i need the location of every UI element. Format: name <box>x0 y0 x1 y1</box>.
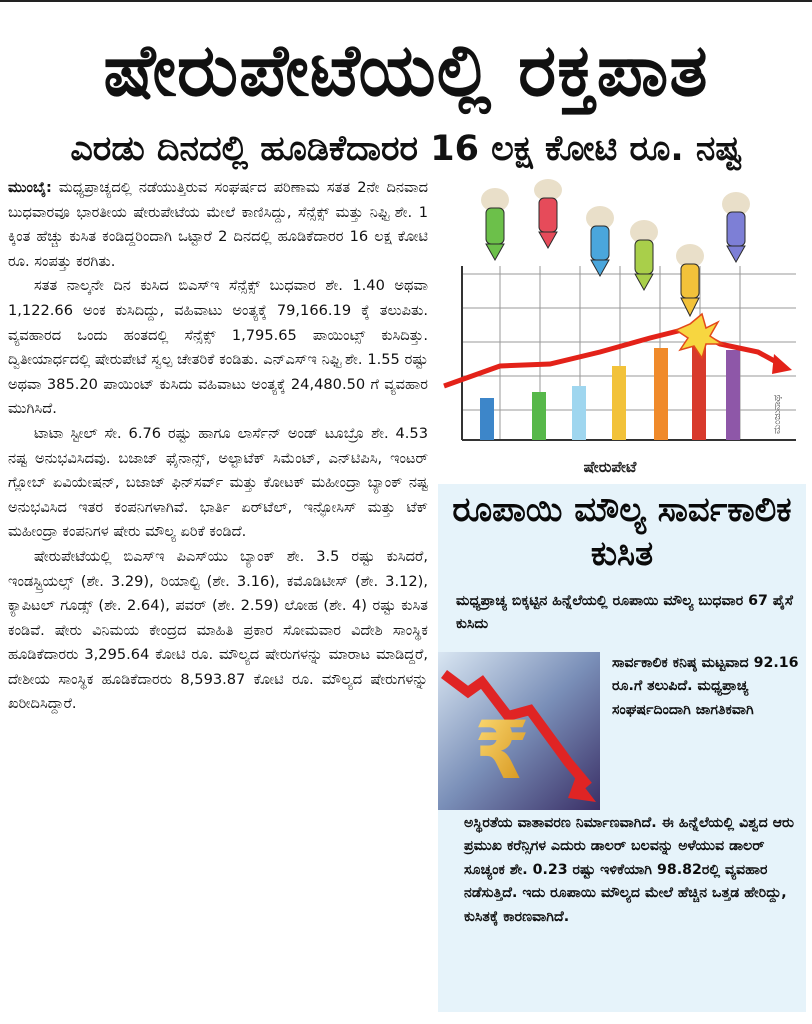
article-paragraph-3: ಟಾಟಾ ಸ್ಟೀಲ್ ಸೇ. 6.76 ರಷ್ಟು ಹಾಗೂ ಲಾರ್ಸೆನ್ ಅಂಡ್ ಟೂಬ್ರೊ ಶೇ. 4.53 ನಷ್ಟ ಅನುಭವಿಸಿದವು. ಬಜಾಜ್ ಫೈನಾನ್ಸ್, ಅಲ್ಟಾಟೆಕ್ ಸಿಮೆಂಟ್, ಎನ್‌ಟಿಪಿಸಿ, ಇಂಟರ್ ಗ್ಲೋಬ್ ಏವಿಯೇಷನ್, ಬಜಾಜ್ ಫಿನ್‌ಸರ್ವ್ ಮತ್ತು ಕೋಟಕ್ ಮಹೀಂದ್ರಾ ಬ್ಯಾಂಕ್ ನಷ್ಟ ಅನುಭವಿಸಿದ ಇತರ ಕಂಪನಿಗಳಾಗಿವೆ. ಭಾರ್ತಿ ಏರ್‌ಟೆಲ್, ಇನ್ಫೋಸಿಸ್ ಮತ್ತು ಟೆಕ್ ಮಹೀಂದ್ರಾ ಕಂಪನಿಗಳ ಷೇರು ಮೌಲ್ಯ ಏರಿಕೆ ಕಂಡಿದೆ. <box>8 424 428 541</box>
rupee-sidebar-box <box>438 484 806 1012</box>
falling-rupee-image <box>438 652 600 810</box>
stock-market-cartoon <box>440 178 806 480</box>
article-paragraph-1: ಮುಂಬೈ: ಮಧ್ಯಪ್ರಾಚ್ಯದಲ್ಲಿ ನಡೆಯುತ್ತಿರುವ ಸಂಘರ್ಷದ ಪರಿಣಾಮ ಸತತ 2ನೇ ದಿನವಾದ ಬುಧವಾರವೂ ಭಾರತೀಯ ಷೇರುಪೇಟೆಯ ಮೇಲೆ ಕಾಣಿಸಿದ್ದು, ಸೆನ್ಸೆಕ್ಸ್ ಮತ್ತು ನಿಫ್ಟಿ ಶೇ. 1 ಕ್ಕಿಂತ ಹೆಚ್ಚು ಕುಸಿತ ಕಂಡಿದ್ದರಿಂದಾಗಿ ಒಟ್ಟಾರೆ 2 ದಿನದಲ್ಲಿ ಹೂಡಿಕೆದಾರರ 16 ಲಕ್ಷ ಕೋಟಿ ರೂ. ಸಂಪತ್ತು ಕರಗಿತು. <box>8 179 428 270</box>
sidebar-title: ರೂಪಾಯಿ ಮೌಲ್ಯ ಸಾರ್ವಕಾಲಿಕ ಕುಸಿತ <box>452 490 792 574</box>
sidebar-rest-text: ಅಸ್ಥಿರತೆಯ ವಾತಾವರಣ ನಿರ್ಮಾಣವಾಗಿದೆ. ಈ ಹಿನ್ನೆಲೆಯಲ್ಲಿ ವಿಶ್ವದ ಆರು ಪ್ರಮುಖ ಕರೆನ್ಸಿಗಳ ಎದುರು ಡಾಲರ್ ಬಲವನ್ನು ಅಳೆಯುವ ಡಾಲರ್ ಸೂಚ್ಯಂಕ ಶೇ. 0.23 ರಷ್ಟು ಇಳಿಕೆಯಾಗಿ 98.82ರಲ್ಲಿ ವ್ಯವಹಾರ ನಡೆಸುತ್ತಿದೆ. ಇದು ರೂಪಾಯಿ ಮೌಲ್ಯದ ಮೇಲೆ ಹೆಚ್ಚಿನ ಒತ್ತಡ ಹೇರಿದ್ದು, ಕುಸಿತಕ್ಕೆ ಕಾರಣವಾಗಿದೆ. <box>464 815 795 925</box>
cartoon-label: ಷೇರುಪೇಟೆ <box>583 458 637 476</box>
top-rule <box>0 0 812 16</box>
dateline: ಮುಂಬೈ: <box>8 179 52 196</box>
rupee-symbol: ₹ <box>474 704 530 797</box>
article-paragraph-2: ಸತತ ನಾಲ್ಕನೇ ದಿನ ಕುಸಿದ ಬಿಎಸ್‌ಇ ಸೆನ್ಸೆಕ್ಸ್ ಬುಧವಾರ ಶೇ. 1.40 ಅಥವಾ 1,122.66 ಅಂಕ ಕುಸಿದಿದ್ದು, ವಹಿವಾಟು ಅಂತ್ಯಕ್ಕೆ 79,166.19 ಕ್ಕೆ ತಲುಪಿತು. ವ್ಯವಹಾರದ ಒಂದು ಹಂತದಲ್ಲಿ ಸೆನ್ಸೆಕ್ಸ್ 1,795.65 ಪಾಯಿಂಟ್ಸ್ ಕುಸಿದಿತ್ತು. ದ್ವಿತೀಯಾರ್ಧದಲ್ಲಿ ಷೇರುಪೇಟೆ ಸ್ವಲ್ಪ ಚೇತರಿಕೆ ಕಂಡಿತು. ಎನ್‌ಎಸ್‌ಇ ನಿಫ್ಟಿ ಶೇ. 1.55 ರಷ್ಟು ಅಥವಾ 385.20 ಪಾಯಿಂಟ್ ಕುಸಿದು ವಹಿವಾಟು ಅಂತ್ಯಕ್ಕೆ 24,480.50 ಗೆ ವ್ಯವಹಾರ ಮುಗಿಸಿದೆ. <box>8 277 428 418</box>
sidebar-intro: ಮಧ್ಯಪ್ರಾಚ್ಯ ಬಿಕ್ಕಟ್ಟಿನ ಹಿನ್ನೆಲೆಯಲ್ಲಿ ರೂಪಾಯಿ ಮೌಲ್ಯ ಬುಧವಾರ 67 ಪೈಸೆ ಕುಸಿದು <box>456 593 793 633</box>
article-paragraph-4: ಷೇರುಪೇಟೆಯಲ್ಲಿ ಬಿಎಸ್‌ಇ ಪಿಎಸ್‌ಯು ಬ್ಯಾಂಕ್ ಶೇ. 3.5 ರಷ್ಟು ಕುಸಿದರೆ, ಇಂಡಸ್ಟ್ರಿಯಲ್ಸ್ (ಶೇ. 3.29), ರಿಯಾಲ್ಟಿ (ಶೇ. 3.16), ಕಮೊಡಿಟೀಸ್ (ಶೇ. 3.12), ಕ್ಯಾಪಿಟಲ್ ಗೂಡ್ಸ್ (ಶೇ. 2.64), ಪವರ್ (ಶೇ. 2.59) ಲೋಹ (ಶೇ. 4) ರಷ್ಟು ಕುಸಿತ ಕಂಡಿವೆ. ಷೇರು ವಿನಿಮಯ ಕೇಂದ್ರದ ಮಾಹಿತಿ ಪ್ರಕಾರ ಸೋಮವಾರ ವಿದೇಶಿ ಸಾಂಸ್ಥಿಕ ಹೂಡಿಕೆದಾರರು 3,295.64 ಕೋಟಿ ರೂ. ಮೌಲ್ಯದ ಷೇರುಗಳನ್ನು ಮಾರಾಟ ಮಾಡಿದ್ದರೆ, ದೇಶೀಯ ಸಾಂಸ್ಥಿಕ ಹೂಡಿಕೆದಾರರು 8,593.87 ಕೋಟಿ ರೂ. ಮೌಲ್ಯದ ಷೇರುಗಳನ್ನು ಖರೀದಿಸಿದ್ದಾರೆ. <box>8 547 428 713</box>
article-body <box>8 176 428 1024</box>
sidebar-wrap-text: ಸಾರ್ವಕಾಲಿಕ ಕನಿಷ್ಠ ಮಟ್ಟವಾದ 92.16 ರೂ.ಗೆ ತಲುಪಿದೆ. ಮಧ್ಯಪ್ರಾಚ್ಯ ಸಂಘರ್ಷದಿಂದಾಗಿ ಜಾಗತಿಕವಾಗಿ <box>612 655 799 718</box>
subheadline: ಎರಡು ದಿನದಲ್ಲಿ ಹೂಡಿಕೆದಾರರ 16 ಲಕ್ಷ ಕೋಟಿ ರೂ. ನಷ್ಟ <box>70 129 742 169</box>
headline: ಷೇರುಪೇಟೆಯಲ್ಲಿ ರಕ್ತಪಾತ <box>103 28 709 112</box>
cartoonist-signature: ಮಂಜುನಾಥ <box>772 394 783 434</box>
